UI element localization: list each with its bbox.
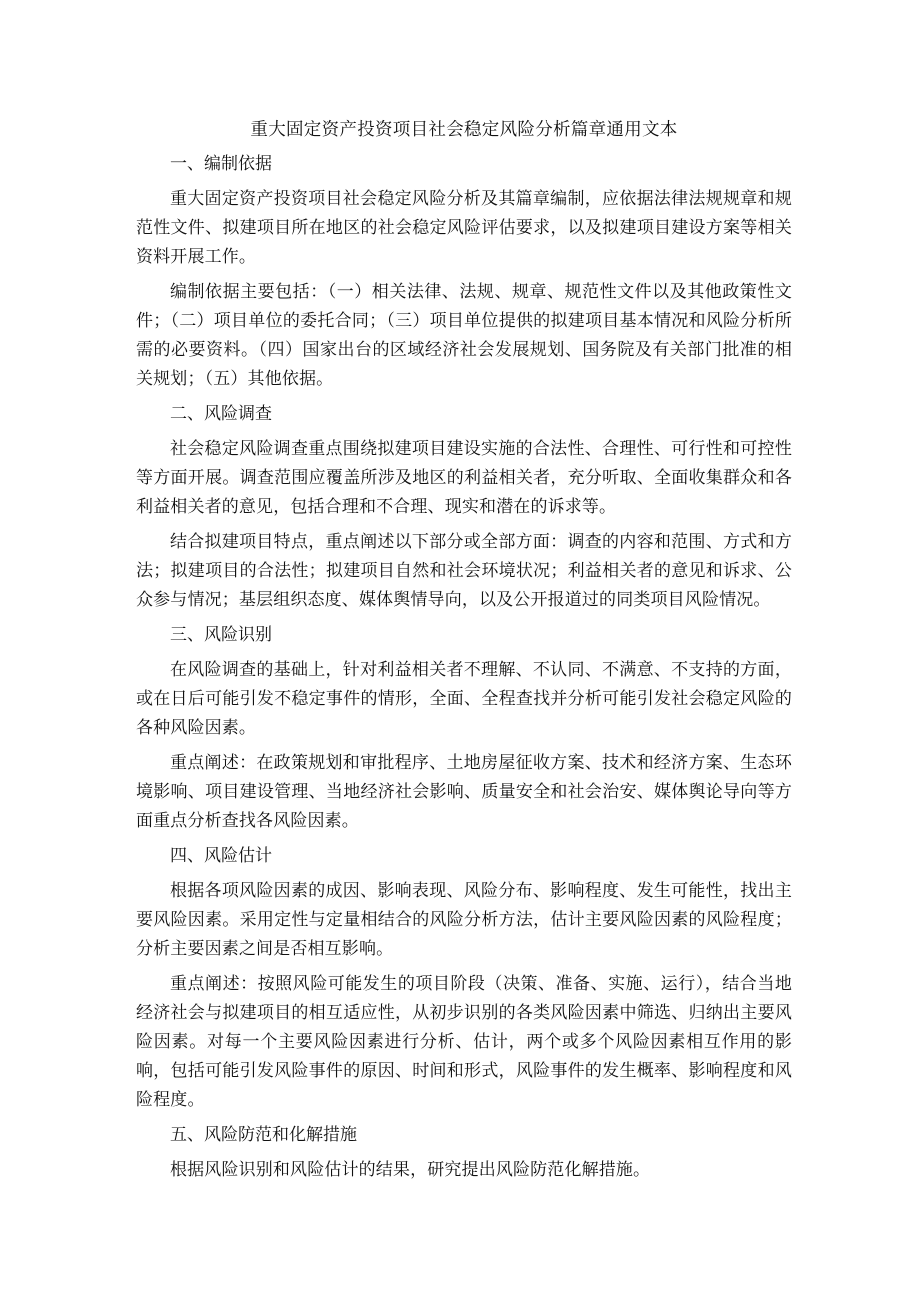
paragraph: 编制依据主要包括：（一）相关法律、法规、规章、规范性文件以及其他政策性文件；（二）项目单位的委托合同；（三）项目单位提供的拟建项目基本情况和风险分析所需的必要资料。（四）国家出台的区域经济社会发展规划、国务院及有关部门批准的相关规划；（五）其他依据。 bbox=[136, 282, 792, 389]
paragraph: 在风险调查的基础上，针对利益相关者不理解、不认同、不满意、不支持的方面，或在日后可能引发不稳定事件的情形，全面、全程查找并分析可能引发社会稳定风险的各种风险因素。 bbox=[136, 660, 792, 738]
section-heading: 三、风险识别 bbox=[170, 625, 272, 645]
section-heading: 二、风险调查 bbox=[170, 404, 272, 424]
document-body bbox=[136, 118, 792, 1191]
paragraph: 根据风险识别和风险估计的结果，研究提出风险防范化解措施。 bbox=[170, 1160, 651, 1180]
paragraph: 重大固定资产投资项目社会稳定风险分析及其篇章编制，应依据法律法规规章和规范性文件、拟建项目所在地区的社会稳定风险评估要求，以及拟建项目建设方案等相关资料开展工作。 bbox=[136, 189, 792, 267]
document-title: 重大固定资产投资项目社会稳定风险分析篇章通用文本 bbox=[250, 120, 678, 140]
section-heading: 一、编制依据 bbox=[170, 154, 272, 174]
paragraph: 社会稳定风险调查重点围绕拟建项目建设实施的合法性、合理性、可行性和可控性等方面开展。调查范围应覆盖所涉及地区的利益相关者，充分听取、全面收集群众和各利益相关者的意见，包括合理和不合理、现实和潜在的诉求等。 bbox=[136, 439, 792, 517]
section-heading: 五、风险防范和化解措施 bbox=[170, 1125, 357, 1145]
section-heading: 四、风险估计 bbox=[170, 846, 272, 866]
paragraph: 结合拟建项目特点，重点阐述以下部分或全部方面：调查的内容和范围、方式和方法；拟建项目的合法性；拟建项目自然和社会环境状况；利益相关者的意见和诉求、公众参与情况；基层组织态度、媒体舆情导向，以及公开报道过的同类项目风险情况。 bbox=[136, 532, 792, 610]
paragraph: 重点阐述：按照风险可能发生的项目阶段（决策、准备、实施、运行），结合当地经济社会与拟建项目的相互适应性，从初步识别的各类风险因素中筛选、归纳出主要风险因素。对每一个主要风险因素进行分析、估计，两个或多个风险因素相互作用的影响，包括可能引发风险事件的原因、时间和形式，风险事件的发生概率、影响程度和风险程度。 bbox=[136, 974, 792, 1110]
paragraph: 根据各项风险因素的成因、影响表现、风险分布、影响程度、发生可能性，找出主要风险因素。采用定性与定量相结合的风险分析方法，估计主要风险因素的风险程度；分析主要因素之间是否相互影响。 bbox=[136, 881, 792, 959]
paragraph: 重点阐述：在政策规划和审批程序、土地房屋征收方案、技术和经济方案、生态环境影响、项目建设管理、当地经济社会影响、质量安全和社会治安、媒体舆论导向等方面重点分析查找各风险因素。 bbox=[136, 753, 792, 831]
